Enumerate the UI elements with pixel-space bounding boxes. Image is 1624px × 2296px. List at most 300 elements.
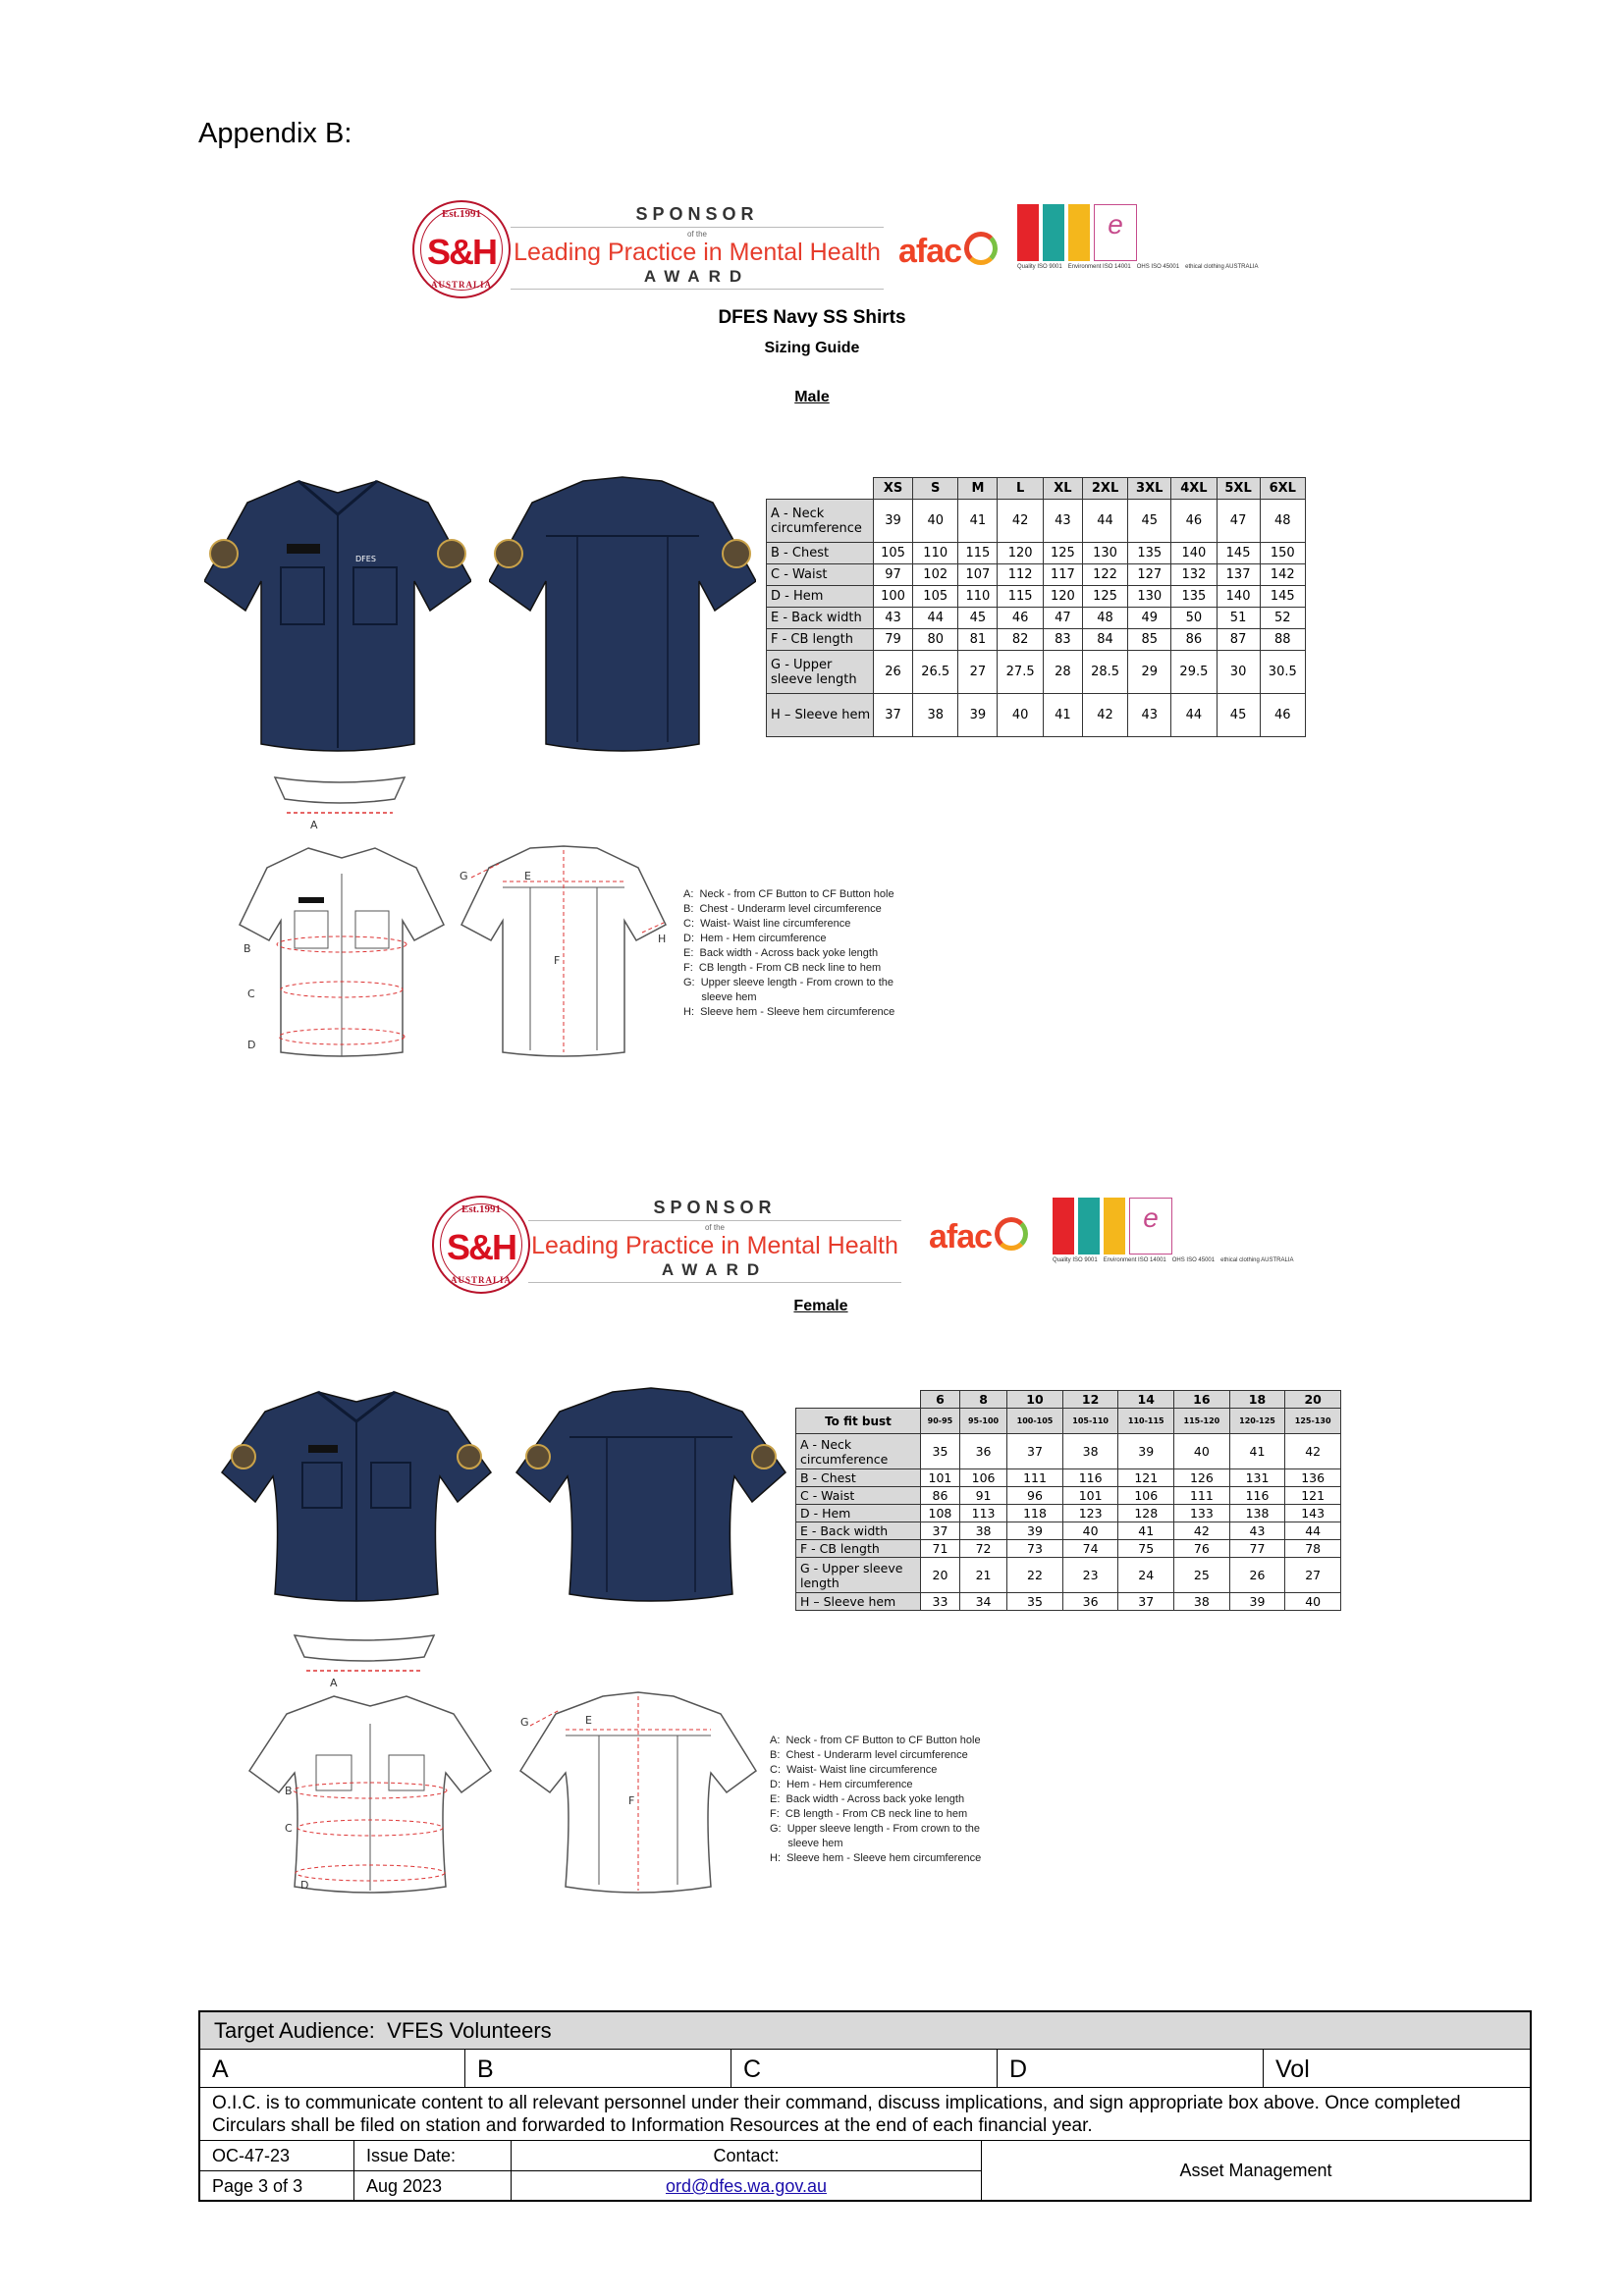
logo-sh: S&H bbox=[446, 1227, 515, 1267]
size-value: 43 bbox=[1043, 500, 1082, 543]
size-header: 5XL bbox=[1217, 478, 1260, 500]
size-value: 30.5 bbox=[1260, 651, 1305, 694]
size-value: 48 bbox=[1260, 500, 1305, 543]
table-row bbox=[796, 1558, 1341, 1593]
size-value: 140 bbox=[1171, 543, 1217, 564]
size-value: 111 bbox=[1007, 1469, 1063, 1487]
male-front-measure-diagram bbox=[236, 842, 448, 1060]
size-header: 8 bbox=[959, 1391, 1006, 1409]
cert-label: ethical clothing AUSTRALIA bbox=[1185, 264, 1259, 270]
size-value: 30 bbox=[1217, 651, 1260, 694]
size-value: 27 bbox=[958, 651, 998, 694]
document-subtitle: Sizing Guide bbox=[764, 340, 860, 356]
legend-item: F: CB length - From CB neck line to hem bbox=[770, 1808, 968, 1820]
circular-footer bbox=[198, 2010, 1532, 2202]
size-value: 44 bbox=[1082, 500, 1127, 543]
fit-bust-range: 115-120 bbox=[1174, 1409, 1230, 1434]
size-value: 51 bbox=[1217, 608, 1260, 629]
measurement-label: B - Chest bbox=[767, 543, 874, 564]
size-header: 20 bbox=[1285, 1391, 1341, 1409]
afac-text: afac bbox=[929, 1218, 993, 1255]
size-value: 117 bbox=[1043, 564, 1082, 586]
size-value: 36 bbox=[959, 1434, 1006, 1469]
size-value: 84 bbox=[1082, 629, 1127, 651]
size-value: 125 bbox=[1043, 543, 1082, 564]
size-value: 130 bbox=[1128, 586, 1171, 608]
label-g: G bbox=[520, 1716, 529, 1729]
divider bbox=[528, 1220, 901, 1221]
size-value: 43 bbox=[1128, 694, 1171, 737]
size-value: 20 bbox=[921, 1558, 960, 1593]
contact-email-link[interactable]: ord@dfes.wa.gov.au bbox=[665, 2176, 828, 2196]
table-row bbox=[796, 1409, 1341, 1434]
size-value: 37 bbox=[1118, 1593, 1174, 1611]
size-value: 42 bbox=[1174, 1522, 1230, 1540]
collar-label-a: A bbox=[330, 1677, 338, 1688]
size-header: XS bbox=[874, 478, 913, 500]
size-value: 33 bbox=[921, 1593, 960, 1611]
divider bbox=[511, 227, 884, 228]
size-value: 23 bbox=[1062, 1558, 1118, 1593]
size-value: 121 bbox=[1118, 1469, 1174, 1487]
cert-label: Environment ISO 14001 bbox=[1103, 1257, 1166, 1263]
size-value: 22 bbox=[1007, 1558, 1063, 1593]
size-value: 45 bbox=[1217, 694, 1260, 737]
female-shirt-back-image bbox=[514, 1386, 787, 1606]
sh-australia-logo bbox=[412, 200, 511, 298]
size-value: 105 bbox=[913, 586, 958, 608]
table-row bbox=[796, 1469, 1341, 1487]
leading-practice-text: Leading Practice in Mental Health bbox=[531, 1232, 898, 1259]
size-value: 37 bbox=[921, 1522, 960, 1540]
size-value: 112 bbox=[998, 564, 1043, 586]
document-title: DFES Navy SS Shirts bbox=[718, 307, 906, 328]
size-value: 36 bbox=[1062, 1593, 1118, 1611]
appendix-heading: Appendix B: bbox=[198, 118, 352, 149]
measurement-label: D - Hem bbox=[767, 586, 874, 608]
issue-date: Aug 2023 bbox=[354, 2171, 512, 2201]
size-value: 132 bbox=[1171, 564, 1217, 586]
afac-text: afac bbox=[898, 233, 962, 270]
department-name: Asset Management bbox=[1179, 2160, 1332, 2180]
size-value: 110 bbox=[913, 543, 958, 564]
size-value: 44 bbox=[913, 608, 958, 629]
female-front-measure-diagram bbox=[245, 1690, 495, 1895]
label-c: C bbox=[247, 988, 255, 1000]
size-value: 101 bbox=[1062, 1487, 1118, 1505]
size-value: 28 bbox=[1043, 651, 1082, 694]
signoff-box-d[interactable]: D bbox=[998, 2050, 1264, 2087]
size-value: 39 bbox=[958, 694, 998, 737]
logo-est: Est.1991 bbox=[441, 208, 482, 220]
size-value: 138 bbox=[1229, 1505, 1285, 1522]
size-value: 74 bbox=[1062, 1540, 1118, 1558]
size-value: 41 bbox=[958, 500, 998, 543]
table-row bbox=[796, 1522, 1341, 1540]
size-value: 42 bbox=[1285, 1434, 1341, 1469]
size-value: 38 bbox=[913, 694, 958, 737]
of-the-text: of the bbox=[686, 230, 707, 239]
size-value: 78 bbox=[1285, 1540, 1341, 1558]
size-value: 28.5 bbox=[1082, 651, 1127, 694]
measurement-label: A - Neck circumference bbox=[796, 1434, 921, 1469]
size-value: 48 bbox=[1082, 608, 1127, 629]
sponsor-award-logo bbox=[511, 204, 884, 292]
legend-item: D: Hem - Hem circumference bbox=[683, 933, 827, 944]
size-header: S bbox=[913, 478, 958, 500]
size-value: 26 bbox=[1229, 1558, 1285, 1593]
size-value: 38 bbox=[1062, 1434, 1118, 1469]
environment-cert-icon bbox=[1078, 1198, 1100, 1255]
size-value: 25 bbox=[1174, 1558, 1230, 1593]
afac-logo bbox=[898, 232, 998, 271]
male-shirt-back-image bbox=[489, 473, 756, 754]
female-size-table bbox=[795, 1390, 1341, 1611]
size-value: 123 bbox=[1062, 1505, 1118, 1522]
size-value: 91 bbox=[959, 1487, 1006, 1505]
legend-item: D: Hem - Hem circumference bbox=[770, 1779, 913, 1790]
fit-bust-range: 90-95 bbox=[921, 1409, 960, 1434]
divider bbox=[511, 289, 884, 290]
legend-item: C: Waist- Waist line circumference bbox=[770, 1764, 938, 1776]
male-back-measure-diagram bbox=[458, 842, 670, 1060]
logo-australia: AUSTRALIA bbox=[430, 280, 492, 290]
size-value: 80 bbox=[913, 629, 958, 651]
legend-item: C: Waist- Waist line circumference bbox=[683, 918, 851, 930]
size-value: 27.5 bbox=[998, 651, 1043, 694]
signoff-box-vol[interactable]: Vol bbox=[1275, 2056, 1310, 2083]
size-value: 52 bbox=[1260, 608, 1305, 629]
size-value: 47 bbox=[1217, 500, 1260, 543]
fit-bust-range: 120-125 bbox=[1229, 1409, 1285, 1434]
label-f: F bbox=[554, 954, 561, 967]
size-value: 116 bbox=[1229, 1487, 1285, 1505]
size-value: 140 bbox=[1217, 586, 1260, 608]
male-shirt-front-image bbox=[204, 473, 471, 754]
size-value: 26 bbox=[874, 651, 913, 694]
logo-est: Est.1991 bbox=[460, 1203, 502, 1215]
size-header: 6 bbox=[921, 1391, 960, 1409]
measurement-label: G - Upper sleeve length bbox=[767, 651, 874, 694]
measurement-label: A - Neck circumference bbox=[767, 500, 874, 543]
logo-australia: AUSTRALIA bbox=[450, 1275, 512, 1285]
sponsor-text: SPONSOR bbox=[635, 204, 759, 224]
size-value: 39 bbox=[1118, 1434, 1174, 1469]
size-value: 73 bbox=[1007, 1540, 1063, 1558]
size-value: 105 bbox=[874, 543, 913, 564]
legend-item: F: CB length - From CB neck line to hem bbox=[683, 962, 882, 974]
size-value: 40 bbox=[998, 694, 1043, 737]
label-b: B bbox=[285, 1785, 293, 1797]
target-audience-label: Target Audience: bbox=[214, 2018, 375, 2043]
award-text: AWARD bbox=[661, 1260, 769, 1279]
size-value: 106 bbox=[1118, 1487, 1174, 1505]
size-value: 121 bbox=[1285, 1487, 1341, 1505]
legend-item: B: Chest - Underarm level circumference bbox=[683, 903, 882, 915]
size-value: 45 bbox=[958, 608, 998, 629]
fit-bust-range: 125-130 bbox=[1285, 1409, 1341, 1434]
size-value: 115 bbox=[998, 586, 1043, 608]
size-value: 110 bbox=[958, 586, 998, 608]
size-value: 143 bbox=[1285, 1505, 1341, 1522]
size-value: 24 bbox=[1118, 1558, 1174, 1593]
female-collar-diagram bbox=[291, 1629, 438, 1688]
legend-item: G: Upper sleeve length - From crown to the bbox=[770, 1823, 980, 1835]
table-corner bbox=[796, 1391, 921, 1409]
female-measurement-legend bbox=[770, 1734, 981, 1866]
size-value: 75 bbox=[1118, 1540, 1174, 1558]
size-value: 49 bbox=[1128, 608, 1171, 629]
fit-bust-range: 105-110 bbox=[1062, 1409, 1118, 1434]
size-value: 135 bbox=[1128, 543, 1171, 564]
size-header: M bbox=[958, 478, 998, 500]
fit-bust-range: 110-115 bbox=[1118, 1409, 1174, 1434]
size-value: 46 bbox=[1260, 694, 1305, 737]
table-row bbox=[767, 608, 1306, 629]
size-header: 4XL bbox=[1171, 478, 1217, 500]
cert-label: Quality ISO 9001 bbox=[1017, 264, 1062, 270]
label-d: D bbox=[300, 1879, 309, 1892]
table-row bbox=[767, 564, 1306, 586]
size-value: 44 bbox=[1285, 1522, 1341, 1540]
measurement-label: B - Chest bbox=[796, 1469, 921, 1487]
measurement-label: F - CB length bbox=[796, 1540, 921, 1558]
leading-practice-text: Leading Practice in Mental Health bbox=[514, 239, 881, 266]
table-row bbox=[796, 1487, 1341, 1505]
environment-cert-icon bbox=[1043, 204, 1064, 261]
measurement-label: H – Sleeve hem bbox=[796, 1593, 921, 1611]
legend-item: E: Back width - Across back yoke length bbox=[770, 1793, 965, 1805]
size-value: 29 bbox=[1128, 651, 1171, 694]
size-header: 6XL bbox=[1260, 478, 1305, 500]
cert-label: Quality ISO 9001 bbox=[1053, 1257, 1098, 1263]
size-value: 72 bbox=[959, 1540, 1006, 1558]
cert-label: Environment ISO 14001 bbox=[1067, 264, 1131, 270]
size-value: 87 bbox=[1217, 629, 1260, 651]
legend-item: A: Neck - from CF Button to CF Button hole bbox=[770, 1735, 981, 1746]
measurement-label: G - Upper sleeve length bbox=[796, 1558, 921, 1593]
size-value: 40 bbox=[1174, 1434, 1230, 1469]
table-row bbox=[796, 1434, 1341, 1469]
certification-logos bbox=[1053, 1198, 1293, 1264]
size-header: 10 bbox=[1007, 1391, 1063, 1409]
afac-o-icon bbox=[964, 232, 998, 265]
size-value: 39 bbox=[874, 500, 913, 543]
size-value: 118 bbox=[1007, 1505, 1063, 1522]
size-value: 115 bbox=[958, 543, 998, 564]
fit-bust-range: 100-105 bbox=[1007, 1409, 1063, 1434]
size-value: 145 bbox=[1217, 543, 1260, 564]
size-value: 38 bbox=[959, 1522, 1006, 1540]
size-header: L bbox=[998, 478, 1043, 500]
legend-item: sleeve hem bbox=[683, 991, 757, 1003]
size-value: 79 bbox=[874, 629, 913, 651]
legend-item: A: Neck - from CF Button to CF Button hole bbox=[683, 888, 894, 900]
size-value: 41 bbox=[1043, 694, 1082, 737]
size-value: 50 bbox=[1171, 608, 1217, 629]
divider bbox=[528, 1282, 901, 1283]
fit-bust-label: To fit bust bbox=[796, 1409, 921, 1434]
afac-logo bbox=[929, 1217, 1028, 1256]
size-value: 130 bbox=[1082, 543, 1127, 564]
size-value: 97 bbox=[874, 564, 913, 586]
size-value: 102 bbox=[913, 564, 958, 586]
sponsor-award-logo bbox=[528, 1198, 901, 1285]
table-row bbox=[767, 651, 1306, 694]
quality-cert-icon bbox=[1017, 204, 1039, 261]
size-value: 127 bbox=[1128, 564, 1171, 586]
of-the-text: of the bbox=[704, 1223, 725, 1232]
size-value: 40 bbox=[913, 500, 958, 543]
label-b: B bbox=[244, 942, 251, 955]
size-value: 34 bbox=[959, 1593, 1006, 1611]
size-value: 101 bbox=[921, 1469, 960, 1487]
size-value: 150 bbox=[1260, 543, 1305, 564]
size-value: 39 bbox=[1007, 1522, 1063, 1540]
label-f: F bbox=[628, 1794, 635, 1807]
size-value: 47 bbox=[1043, 608, 1082, 629]
size-value: 26.5 bbox=[913, 651, 958, 694]
size-value: 136 bbox=[1285, 1469, 1341, 1487]
size-value: 82 bbox=[998, 629, 1043, 651]
legend-item: sleeve hem bbox=[770, 1838, 843, 1849]
label-g: G bbox=[460, 870, 468, 882]
size-value: 81 bbox=[958, 629, 998, 651]
measurement-label: E - Back width bbox=[767, 608, 874, 629]
table-row bbox=[767, 586, 1306, 608]
table-corner bbox=[767, 478, 874, 500]
size-header: 14 bbox=[1118, 1391, 1174, 1409]
measurement-label: H – Sleeve hem bbox=[767, 694, 874, 737]
cert-label: OHS ISO 45001 bbox=[1171, 1257, 1216, 1263]
size-header: 2XL bbox=[1082, 478, 1127, 500]
measurement-label: C - Waist bbox=[796, 1487, 921, 1505]
issue-date-label: Issue Date: bbox=[354, 2141, 512, 2170]
size-value: 38 bbox=[1174, 1593, 1230, 1611]
size-value: 107 bbox=[958, 564, 998, 586]
size-value: 45 bbox=[1128, 500, 1171, 543]
size-value: 41 bbox=[1229, 1434, 1285, 1469]
quality-cert-icon bbox=[1053, 1198, 1074, 1255]
fit-bust-range: 95-100 bbox=[959, 1409, 1006, 1434]
size-value: 137 bbox=[1217, 564, 1260, 586]
measurement-label: C - Waist bbox=[767, 564, 874, 586]
legend-item: H: Sleeve hem - Sleeve hem circumference bbox=[683, 1006, 895, 1018]
signoff-box-b[interactable]: B bbox=[465, 2050, 731, 2087]
label-d: D bbox=[247, 1039, 256, 1051]
table-row bbox=[767, 543, 1306, 564]
male-collar-diagram bbox=[271, 772, 408, 830]
cert-label: ethical clothing AUSTRALIA bbox=[1220, 1257, 1294, 1263]
size-value: 40 bbox=[1285, 1593, 1341, 1611]
size-value: 108 bbox=[921, 1505, 960, 1522]
size-header: 16 bbox=[1174, 1391, 1230, 1409]
size-value: 96 bbox=[1007, 1487, 1063, 1505]
cert-label: OHS ISO 45001 bbox=[1136, 264, 1180, 270]
legend-item: B: Chest - Underarm level circumference bbox=[770, 1749, 968, 1761]
size-value: 85 bbox=[1128, 629, 1171, 651]
size-value: 88 bbox=[1260, 629, 1305, 651]
size-value: 41 bbox=[1118, 1522, 1174, 1540]
size-value: 76 bbox=[1174, 1540, 1230, 1558]
size-value: 77 bbox=[1229, 1540, 1285, 1558]
collar-label-a: A bbox=[310, 819, 318, 830]
male-size-table bbox=[766, 477, 1306, 737]
table-row bbox=[796, 1540, 1341, 1558]
female-heading: Female bbox=[793, 1298, 848, 1314]
measurement-label: F - CB length bbox=[767, 629, 874, 651]
size-value: 86 bbox=[921, 1487, 960, 1505]
size-value: 37 bbox=[1007, 1434, 1063, 1469]
afac-o-icon bbox=[995, 1217, 1028, 1251]
size-value: 21 bbox=[959, 1558, 1006, 1593]
sh-australia-logo bbox=[432, 1196, 530, 1294]
size-value: 120 bbox=[998, 543, 1043, 564]
circular-details-row bbox=[200, 2141, 1530, 2200]
size-value: 43 bbox=[874, 608, 913, 629]
size-value: 122 bbox=[1082, 564, 1127, 586]
size-value: 29.5 bbox=[1171, 651, 1217, 694]
signoff-box-c[interactable]: C bbox=[731, 2050, 998, 2087]
legend-item: E: Back width - Across back yoke length bbox=[683, 947, 879, 959]
size-value: 42 bbox=[1082, 694, 1127, 737]
logo-sh: S&H bbox=[426, 232, 496, 272]
table-row bbox=[796, 1593, 1341, 1611]
shirt-badge-text: DFES bbox=[355, 555, 376, 563]
size-value: 46 bbox=[998, 608, 1043, 629]
size-value: 35 bbox=[921, 1434, 960, 1469]
contact-label: Contact: bbox=[713, 2146, 780, 2165]
size-value: 135 bbox=[1171, 586, 1217, 608]
size-header: 18 bbox=[1229, 1391, 1285, 1409]
circular-number: OC-47-23 bbox=[200, 2141, 354, 2170]
size-value: 40 bbox=[1062, 1522, 1118, 1540]
legend-item: H: Sleeve hem - Sleeve hem circumference bbox=[770, 1852, 982, 1864]
size-value: 42 bbox=[998, 500, 1043, 543]
male-heading: Male bbox=[794, 389, 830, 405]
size-value: 37 bbox=[874, 694, 913, 737]
page-number: Page 3 of 3 bbox=[200, 2171, 354, 2201]
size-value: 128 bbox=[1118, 1505, 1174, 1522]
size-value: 142 bbox=[1260, 564, 1305, 586]
size-header: XL bbox=[1043, 478, 1082, 500]
size-value: 86 bbox=[1171, 629, 1217, 651]
size-value: 35 bbox=[1007, 1593, 1063, 1611]
size-header: 3XL bbox=[1128, 478, 1171, 500]
certification-logos bbox=[1017, 204, 1258, 271]
signoff-row bbox=[200, 2050, 1530, 2088]
oic-instructions: O.I.C. is to communicate content to all relevant personnel under their command, discuss implications, and sign appropriate box above. Once completed Circulars shall be filed on station and forwarded to Information Resources at the end of each financial year. bbox=[200, 2088, 1530, 2141]
size-value: 43 bbox=[1229, 1522, 1285, 1540]
label-e: E bbox=[585, 1714, 592, 1727]
target-audience-row bbox=[200, 2012, 1530, 2050]
table-row bbox=[767, 629, 1306, 651]
size-header: 12 bbox=[1062, 1391, 1118, 1409]
label-c: C bbox=[285, 1822, 293, 1835]
legend-item: G: Upper sleeve length - From crown to the bbox=[683, 977, 893, 988]
ohs-cert-icon bbox=[1104, 1198, 1125, 1255]
size-value: 133 bbox=[1174, 1505, 1230, 1522]
size-value: 126 bbox=[1174, 1469, 1230, 1487]
size-value: 83 bbox=[1043, 629, 1082, 651]
size-value: 100 bbox=[874, 586, 913, 608]
size-value: 27 bbox=[1285, 1558, 1341, 1593]
signoff-box-a[interactable]: A bbox=[200, 2050, 465, 2087]
size-value: 120 bbox=[1043, 586, 1082, 608]
measurement-label: D - Hem bbox=[796, 1505, 921, 1522]
table-row bbox=[767, 500, 1306, 543]
male-measurement-legend bbox=[683, 887, 894, 1020]
